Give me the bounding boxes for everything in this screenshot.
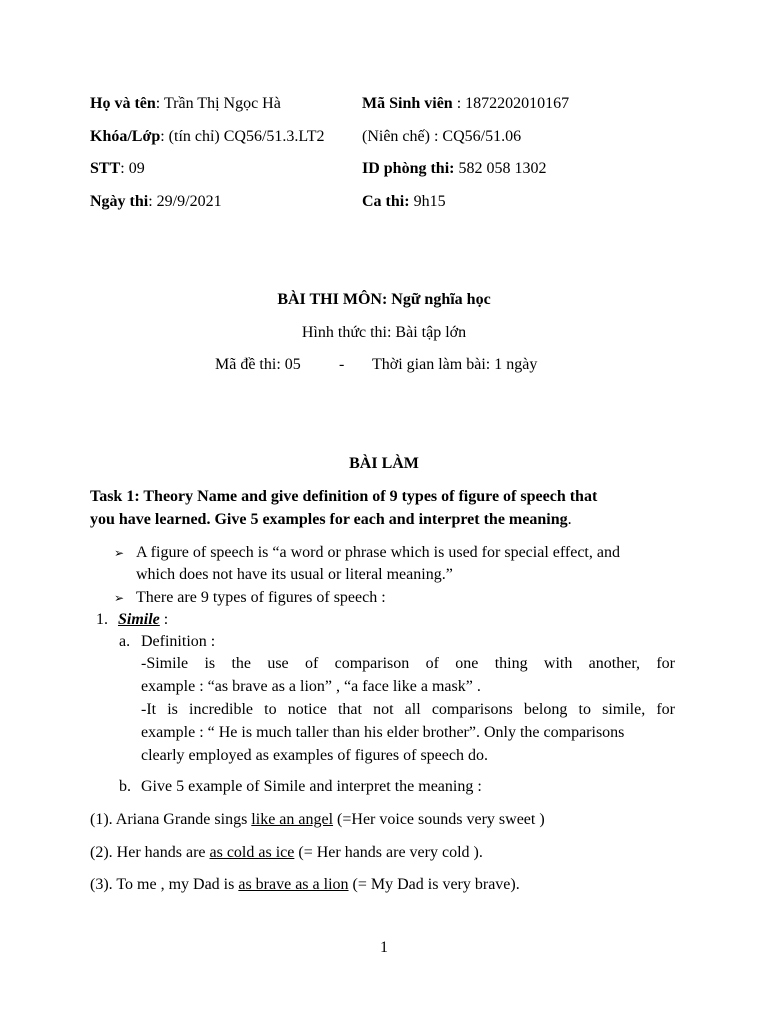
task-heading-line-2 [90,512,572,528]
exam-shift-label: Ca thi: [362,193,410,210]
simile-title: Simile [118,611,160,628]
exam-dash: - [339,356,345,373]
stt-value: : 09 [120,160,145,177]
sub-item-b-marker: b. [119,778,131,795]
exam-subject-value: Ngữ nghĩa học [391,291,491,308]
task-heading-line-1 [90,489,597,505]
definition-line-4: example : “ He is much taller than his elder brother”. Only the comparisons [141,724,625,741]
definition-line-2: example : “as brave as a lion” , “a face like a mask” . [141,678,481,695]
class-alt: (Niên chế) : CQ56/51.06 [362,128,522,145]
page-number: 1 [380,939,388,956]
example-prefix: (3). To me , my Dad is [90,876,239,893]
bullet-1-line-2: which does not have its usual or literal meaning.” [136,566,453,583]
stt-field [90,161,145,177]
room-id-value: 582 058 1302 [454,160,547,177]
exam-code: Mã đề thi: 05 [215,356,301,373]
bullet-arrow-icon: ➢ [114,591,125,605]
section-title [0,456,768,472]
name-value: : Trần Thị Ngọc Hà [155,95,281,112]
example-line [90,877,520,893]
example-prefix: (1). Ariana Grande sings [90,811,252,828]
exam-subject [0,292,768,308]
bullet-1-line-1: A figure of speech is “a word or phrase which is used for special effect, and [136,544,620,561]
exam-date-value: : 29/9/2021 [148,193,222,210]
student-id-value: : 1872202010167 [452,95,570,112]
room-id-field [362,161,546,177]
definition-line-1: -Simile is the use of comparison of one thing with another, for [141,655,675,672]
section-title-text: BÀI LÀM [349,455,419,472]
sub-item-a-text: Definition : [141,633,216,650]
exam-date-label: Ngày thi [90,193,149,210]
example-phrase: like an angel [251,811,334,828]
example-phrase: as cold as ice [209,844,295,861]
exam-subject-label: BÀI THI MÔN: [277,291,392,308]
class-label: Khóa/Lớp [90,128,161,145]
example-line [90,845,483,861]
example-meaning: (= My Dad is very brave). [348,876,520,893]
exam-duration: Thời gian làm bài: 1 ngày [372,356,538,373]
room-id-label: ID phòng thi: [362,160,455,177]
definition-line-5: clearly employed as examples of figures of speech do. [141,747,488,764]
example-meaning: (=Her voice sounds very sweet ) [333,811,545,828]
exam-date-field [90,194,222,210]
task-heading-period: . [567,511,572,528]
definition-line-3: -It is incredible to notice that not all comparisons belong to simile, for [141,701,675,718]
exam-shift-field [362,194,446,210]
name-field [90,96,281,112]
sub-item-a-marker: a. [119,633,131,650]
exam-form: Hình thức thi: Bài tập lớn [301,324,467,341]
student-id-field [362,96,569,112]
name-label: Họ và tên [90,95,156,112]
stt-label: STT [90,160,121,177]
student-id-label: Mã Sinh viên [362,95,453,112]
example-line [90,812,545,828]
bullet-2: There are 9 types of figures of speech : [136,589,386,606]
task-heading-text-2: you have learned. Give 5 examples for each and interpret the meaning [90,511,568,528]
class-value: : (tín chỉ) CQ56/51.3.LT2 [160,128,325,145]
example-phrase: as brave as a lion [238,876,349,893]
sub-item-b-text: Give 5 example of Simile and interpret the meaning : [141,778,482,795]
example-meaning: (= Her hands are very cold ). [294,844,483,861]
class-field [90,129,325,145]
task-heading-text-1: Task 1: Theory Name and give definition of 9 types of figure of speech that [90,488,598,505]
list-item-number: 1. [96,611,108,628]
example-prefix: (2). Her hands are [90,844,210,861]
exam-shift-value: 9h15 [409,193,446,210]
simile-title-colon: : [159,611,169,628]
list-item-title [118,612,168,628]
bullet-arrow-icon: ➢ [114,546,125,560]
